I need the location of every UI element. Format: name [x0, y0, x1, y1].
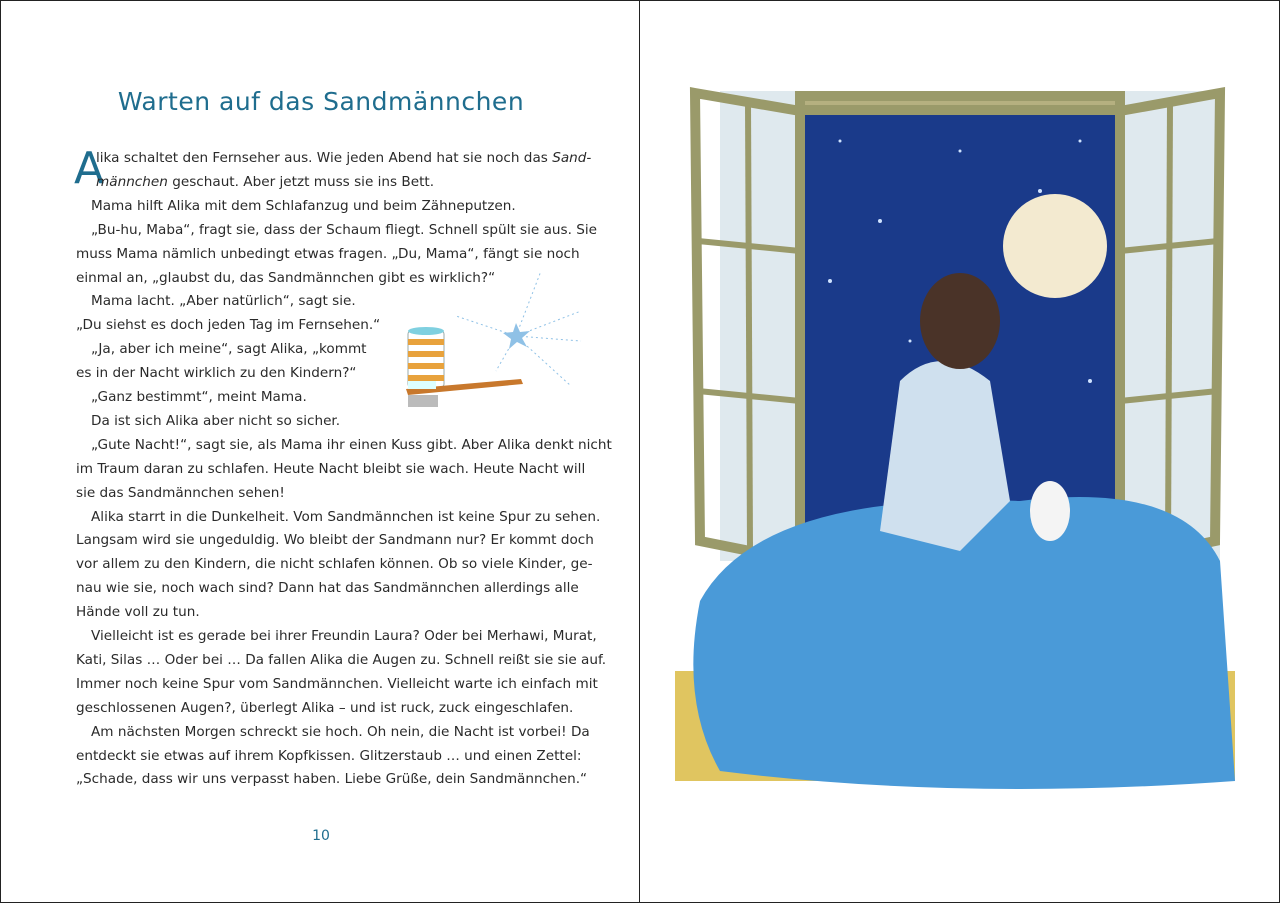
text-line: [76, 459, 585, 479]
text-line: [91, 626, 597, 646]
line-text: nau wie sie, noch wach sind? Dann hat das Sandmännchen allerdings alle: [76, 580, 579, 597]
text-line: [96, 148, 591, 168]
line-text: lika schaltet den Fernseher aus. Wie jeden Abend hat sie noch das: [96, 150, 553, 166]
sparkle-icon: [503, 323, 530, 349]
line-text: geschlossenen Augen?, überlegt Alika – und ist ruck, zuck eingeschlafen.: [76, 699, 574, 716]
text-line: [76, 674, 598, 694]
toothbrush-cup-illustration: [396, 271, 586, 411]
moon: [1003, 194, 1107, 298]
text-line: [91, 387, 307, 407]
text-line: [76, 554, 593, 574]
line-text: einmal an, „glaubst du, das Sandmännchen gibt es wirklich?“: [76, 269, 496, 286]
text-line: [96, 172, 434, 192]
line-text: „Ja, aber ich meine“, sagt Alika, „kommt: [91, 341, 367, 358]
text-line: [76, 530, 594, 550]
text-line: [91, 291, 356, 311]
line-text: sie das Sandmännchen sehen!: [76, 484, 285, 501]
text-line: [91, 507, 600, 527]
italic-text: Sand-: [552, 150, 592, 166]
line-text: Am nächsten Morgen schreckt sie hoch. Oh nein, die Nacht ist vorbei! Da: [91, 723, 590, 740]
line-text: Mama lacht. „Aber natürlich“, sagt sie.: [91, 293, 356, 310]
line-text: Langsam wird sie ungeduldig. Wo bleibt der Sandmann nur? Er kommt doch: [76, 532, 594, 549]
line-text: „Du siehst es doch jeden Tag im Fernsehen.“: [76, 317, 381, 334]
drop-cap: A: [74, 143, 105, 194]
text-line: [76, 315, 380, 335]
line-text: „Bu-hu, Maba“, fragt sie, dass der Schaum fliegt. Schnell spült sie aus. Sie: [91, 221, 598, 238]
text-line: [91, 435, 612, 455]
line-text: Vielleicht ist es gerade bei ihrer Freundin Laura? Oder bei Merhawi, Murat,: [91, 628, 597, 644]
right-page: [640, 0, 1280, 903]
line-text: Alika starrt in die Dunkelheit. Vom Sandmännchen ist keine Spur zu sehen.: [91, 508, 601, 525]
line-text: muss Mama nämlich unbedingt etwas fragen. „Du, Mama“, fängt sie noch: [76, 245, 580, 262]
line-text: „Ganz bestimmt“, meint Mama.: [91, 389, 307, 405]
text-line: [91, 722, 590, 742]
text-line: [91, 411, 340, 431]
italic-text: männchen: [96, 173, 168, 190]
text-line: [76, 769, 587, 789]
bunny: [1030, 481, 1070, 541]
text-line: [91, 220, 597, 240]
girl-at-window-illustration: [660, 81, 1260, 801]
text-line: [91, 196, 516, 216]
line-text: vor allem zu den Kindern, die nicht schlafen können. Ob so viele Kinder, ge-: [76, 556, 593, 573]
line-text: Da ist sich Alika aber nicht so sicher.: [91, 412, 341, 429]
text-line: [76, 650, 606, 670]
text-line: [76, 578, 579, 598]
line-text: „Schade, dass wir uns verpasst haben. Liebe Grüße, dein Sandmännchen.“: [76, 771, 588, 788]
text-line: [76, 483, 285, 503]
line-text: es in der Nacht wirklich zu den Kindern?“: [76, 365, 357, 382]
chapter-title: Warten auf das Sandmännchen: [117, 87, 525, 116]
line-text: geschaut. Aber jetzt muss sie ins Bett.: [167, 173, 435, 190]
page-number: 10: [312, 828, 330, 844]
line-text: im Traum daran zu schlafen. Heute Nacht bleibt sie wach. Heute Nacht will: [76, 460, 586, 477]
line-text: Mama hilft Alika mit dem Schlafanzug und beim Zähneputzen.: [91, 197, 516, 214]
line-text: Hände voll zu tun.: [76, 604, 200, 621]
girl-hair: [920, 273, 1000, 369]
text-line: [76, 746, 581, 766]
text-line: [76, 244, 580, 264]
text-line: [91, 339, 367, 359]
line-text: Immer noch keine Spur vom Sandmännchen. Vielleicht warte ich einfach mit: [76, 675, 598, 692]
line-text: „Gute Nacht!“, sagt sie, als Mama ihr einen Kuss gibt. Aber Alika denkt nicht: [91, 436, 612, 453]
line-text: entdeckt sie etwas auf ihrem Kopfkissen. Glitzerstaub … und einen Zettel:: [76, 747, 582, 764]
text-line: [76, 363, 356, 383]
text-line: [76, 698, 573, 718]
text-line: [76, 602, 200, 622]
line-text: Kati, Silas … Oder bei … Da fallen Alika die Augen zu. Schnell reißt sie sie auf.: [76, 651, 607, 668]
